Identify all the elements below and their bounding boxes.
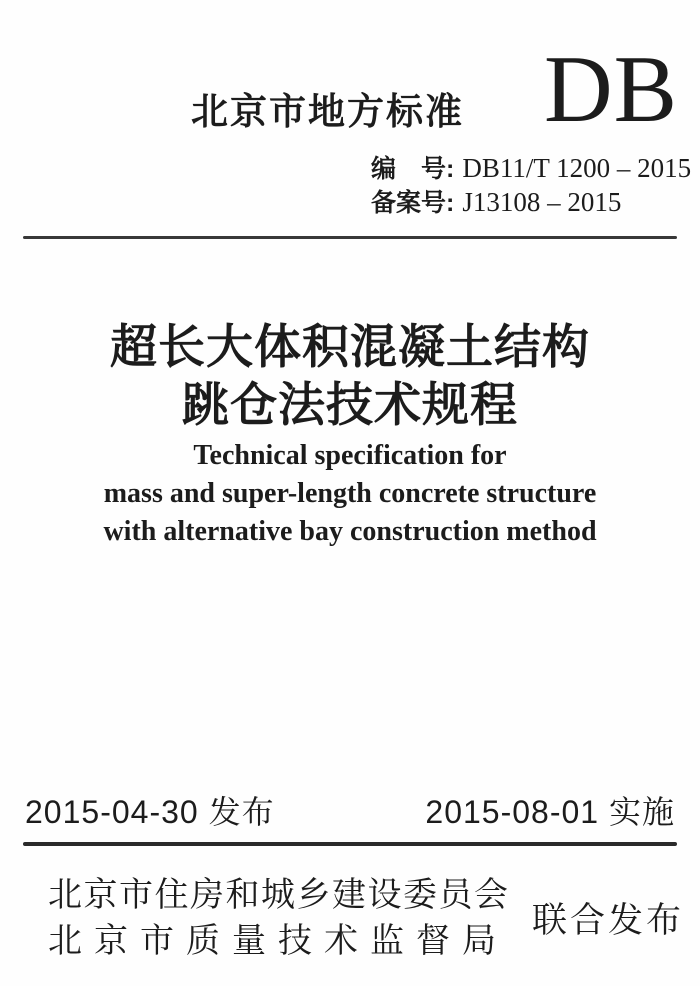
implementation-date: 2015-08-01 实施 <box>425 794 675 830</box>
chinese-title-line-1: 超长大体积混凝土结构 <box>110 320 590 373</box>
standard-codes <box>371 149 691 217</box>
record-number-value: J13108 – 2015 <box>462 187 622 217</box>
record-number-row <box>371 183 691 217</box>
serial-number-value: DB11/T 1200 – 2015 <box>462 153 692 183</box>
db-logo: DB <box>544 36 678 142</box>
english-title-line-2: mass and super-length concrete structure <box>103 478 597 509</box>
english-title <box>0 437 700 551</box>
chinese-title-line-2: 跳仓法技术规程 <box>182 378 518 431</box>
chinese-title <box>0 318 700 434</box>
publisher-org-2: 北京市质量技术监督局 <box>48 922 508 960</box>
standard-type-heading: 北京市地方标准 <box>191 91 464 132</box>
serial-number-row <box>371 149 691 183</box>
english-title-line-1: Technical specification for <box>193 440 507 471</box>
english-title-line-3: with alternative bay construction method <box>103 516 597 547</box>
dates-row <box>25 787 675 833</box>
bottom-divider-rule <box>23 842 677 846</box>
top-divider-rule <box>23 236 677 239</box>
publisher-orgs <box>48 872 518 964</box>
issue-date: 2015-04-30 发布 <box>25 794 275 830</box>
serial-number-label: 编 号: <box>371 155 455 183</box>
publishers-block <box>48 872 684 964</box>
jointly-issued-label: 联合发布 <box>532 901 685 940</box>
record-number-label: 备案号: <box>371 189 455 217</box>
publisher-org-1: 北京市住房和城乡建设委员会 <box>48 876 510 914</box>
